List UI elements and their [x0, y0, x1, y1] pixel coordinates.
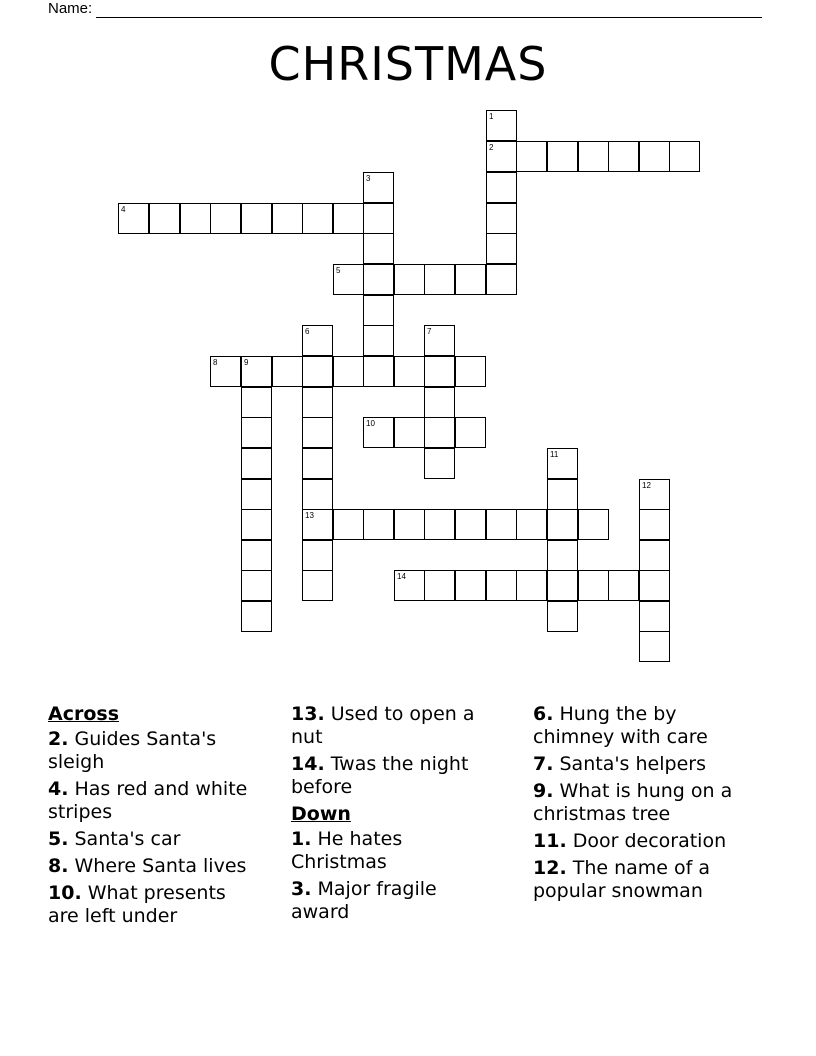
clue-down-9: [533, 780, 741, 826]
clues-column-1: [48, 703, 256, 932]
grid-cell[interactable]: [424, 570, 455, 601]
grid-cell[interactable]: [424, 356, 455, 387]
grid-cell[interactable]: [639, 631, 670, 662]
clue-down-3: [291, 878, 499, 924]
clue-down-11: [533, 830, 741, 853]
grid-cell[interactable]: [547, 509, 578, 540]
cell-number: 7: [427, 327, 432, 336]
grid-cell[interactable]: [333, 509, 364, 540]
grid-cell[interactable]: [394, 264, 425, 295]
grid-cell[interactable]: [424, 448, 455, 479]
clue-number: 8.: [48, 855, 69, 877]
grid-cell[interactable]: [639, 540, 670, 571]
grid-cell[interactable]: [578, 509, 609, 540]
clue-number: 12.: [533, 857, 567, 879]
grid-cell[interactable]: [486, 110, 517, 141]
grid-cell[interactable]: [486, 172, 517, 203]
clue-number: 4.: [48, 778, 69, 800]
grid-cell[interactable]: [639, 570, 670, 601]
grid-cell[interactable]: [363, 325, 394, 356]
grid-cell[interactable]: [302, 479, 333, 510]
grid-cell[interactable]: [302, 570, 333, 601]
grid-cell[interactable]: [639, 141, 670, 172]
grid-cell[interactable]: [363, 509, 394, 540]
grid-cell[interactable]: [486, 203, 517, 234]
grid-cell[interactable]: [486, 264, 517, 295]
clue-text: He hates Christmas: [291, 828, 403, 873]
clue-text: Used to open a nut: [291, 703, 475, 748]
grid-cell[interactable]: [547, 479, 578, 510]
grid-cell[interactable]: [455, 509, 486, 540]
clue-down-7: [533, 753, 741, 776]
grid-cell[interactable]: [547, 601, 578, 632]
grid-cell[interactable]: [241, 417, 272, 448]
grid-cell[interactable]: [241, 203, 272, 234]
grid-cell[interactable]: [578, 570, 609, 601]
clue-text: Santa's car: [74, 828, 181, 850]
clue-across-14: [291, 753, 499, 799]
grid-cell[interactable]: [455, 264, 486, 295]
clue-number: 7.: [533, 753, 554, 775]
grid-cell[interactable]: [516, 570, 547, 601]
grid-cell[interactable]: [547, 570, 578, 601]
clue-text: Twas the night before: [291, 753, 469, 798]
clue-across-10: [48, 882, 256, 928]
cell-number: 9: [244, 358, 249, 367]
grid-cell[interactable]: [608, 141, 639, 172]
cell-number: 4: [121, 205, 126, 214]
clue-number: 6.: [533, 703, 554, 725]
cell-number: 5: [336, 266, 341, 275]
clue-number: 2.: [48, 728, 69, 750]
grid-cell[interactable]: [455, 570, 486, 601]
grid-cell[interactable]: [272, 356, 303, 387]
grid-cell[interactable]: [241, 570, 272, 601]
name-label: Name:: [48, 0, 93, 17]
cell-number: 3: [366, 174, 371, 183]
grid-cell[interactable]: [241, 356, 272, 387]
grid-cell[interactable]: [302, 325, 333, 356]
grid-cell[interactable]: [302, 356, 333, 387]
grid-cell[interactable]: [363, 203, 394, 234]
grid-cell[interactable]: [669, 141, 700, 172]
clue-text: Has red and white stripes: [48, 778, 248, 823]
grid-cell[interactable]: [516, 141, 547, 172]
grid-cell[interactable]: [394, 417, 425, 448]
clue-across-13: [291, 703, 499, 749]
grid-cell[interactable]: [210, 356, 241, 387]
grid-cell[interactable]: [210, 203, 241, 234]
grid-cell[interactable]: [241, 540, 272, 571]
clue-across-2: [48, 728, 256, 774]
clue-text: What presents are left under: [48, 882, 226, 927]
grid-cell[interactable]: [455, 356, 486, 387]
grid-cell[interactable]: [302, 509, 333, 540]
clues-column-2: [291, 703, 499, 928]
grid-cell[interactable]: [241, 448, 272, 479]
grid-cell[interactable]: [333, 203, 364, 234]
cell-number: 12: [642, 481, 651, 490]
grid-cell[interactable]: [486, 509, 517, 540]
grid-cell[interactable]: [241, 601, 272, 632]
grid-cell[interactable]: [363, 172, 394, 203]
grid-cell[interactable]: [424, 325, 455, 356]
grid-cell[interactable]: [424, 264, 455, 295]
grid-cell[interactable]: [486, 233, 517, 264]
grid-cell[interactable]: [241, 479, 272, 510]
grid-cell[interactable]: [547, 540, 578, 571]
grid-cell[interactable]: [302, 540, 333, 571]
grid-cell[interactable]: [241, 387, 272, 418]
grid-cell[interactable]: [302, 417, 333, 448]
down-heading: Down: [291, 803, 351, 825]
grid-cell[interactable]: [424, 509, 455, 540]
cell-number: 2: [489, 143, 494, 152]
grid-cell[interactable]: [639, 601, 670, 632]
clue-down-6: [533, 703, 741, 749]
grid-cell[interactable]: [333, 264, 364, 295]
grid-cell[interactable]: [547, 141, 578, 172]
clue-across-5: [48, 828, 256, 851]
grid-cell[interactable]: [363, 233, 394, 264]
clue-text: Door decoration: [572, 830, 727, 852]
grid-cell[interactable]: [424, 417, 455, 448]
cell-number: 6: [305, 327, 310, 336]
grid-cell[interactable]: [363, 295, 394, 326]
across-heading: Across: [48, 703, 120, 725]
puzzle-title: CHRISTMAS: [268, 37, 548, 91]
clue-text: Major fragile award: [291, 878, 437, 923]
grid-cell[interactable]: [608, 570, 639, 601]
clue-text: The name of a popular snowman: [533, 857, 711, 902]
cell-number: 13: [305, 511, 314, 520]
grid-cell[interactable]: [333, 356, 364, 387]
grid-cell[interactable]: [547, 448, 578, 479]
cell-number: 8: [213, 358, 218, 367]
cell-number: 1: [489, 112, 494, 121]
grid-cell[interactable]: [455, 417, 486, 448]
grid-cell[interactable]: [363, 417, 394, 448]
clue-text: Where Santa lives: [74, 855, 247, 877]
cell-number: 11: [550, 450, 559, 459]
grid-cell[interactable]: [302, 387, 333, 418]
clue-number: 14.: [291, 753, 325, 775]
grid-cell[interactable]: [180, 203, 211, 234]
clue-down-1: [291, 828, 499, 874]
clue-text: Guides Santa's sleigh: [48, 728, 217, 773]
grid-cell[interactable]: [424, 387, 455, 418]
cell-number: 14: [397, 572, 406, 581]
grid-cell[interactable]: [241, 509, 272, 540]
grid-cell[interactable]: [302, 448, 333, 479]
grid-cell[interactable]: [516, 509, 547, 540]
grid-cell[interactable]: [486, 141, 517, 172]
clue-number: 11.: [533, 830, 567, 852]
grid-cell[interactable]: [363, 264, 394, 295]
grid-cell[interactable]: [394, 509, 425, 540]
grid-cell[interactable]: [394, 570, 425, 601]
clue-number: 1.: [291, 828, 312, 850]
grid-cell[interactable]: [578, 141, 609, 172]
grid-cell[interactable]: [639, 479, 670, 510]
grid-cell[interactable]: [363, 356, 394, 387]
grid-cell[interactable]: [639, 509, 670, 540]
grid-cell[interactable]: [149, 203, 180, 234]
cell-number: 10: [366, 419, 375, 428]
clue-across-8: [48, 855, 256, 878]
clue-number: 9.: [533, 780, 554, 802]
clue-text: Santa's helpers: [559, 753, 706, 775]
clue-number: 5.: [48, 828, 69, 850]
grid-cell[interactable]: [486, 570, 517, 601]
clue-across-4: [48, 778, 256, 824]
clue-text: What is hung on a christmas tree: [533, 780, 733, 825]
grid-cell[interactable]: [118, 203, 149, 234]
clue-text: Hung the by chimney with care: [533, 703, 708, 748]
clue-number: 3.: [291, 878, 312, 900]
grid-cell[interactable]: [394, 356, 425, 387]
clue-down-12: [533, 857, 741, 903]
grid-cell[interactable]: [302, 203, 333, 234]
clues-column-3: [533, 703, 741, 907]
grid-cell[interactable]: [272, 203, 303, 234]
clue-number: 13.: [291, 703, 325, 725]
clue-number: 10.: [48, 882, 82, 904]
